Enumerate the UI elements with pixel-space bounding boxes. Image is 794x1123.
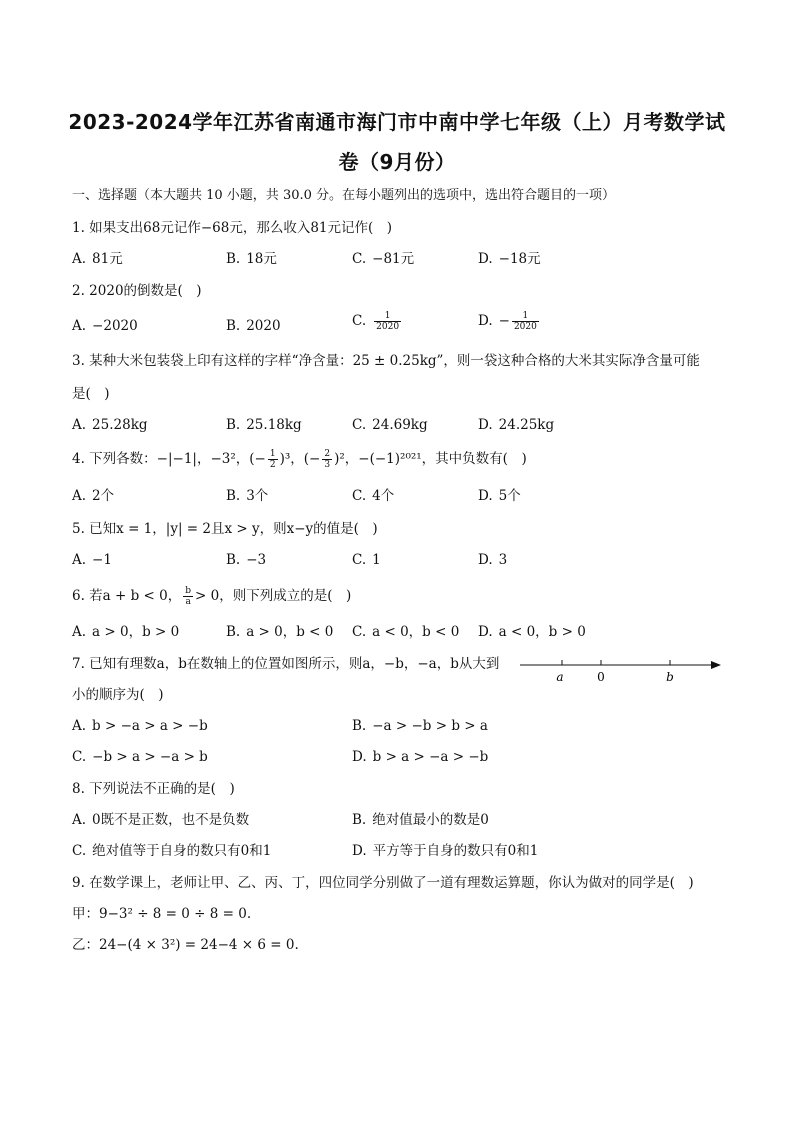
q1-option-b	[226, 250, 277, 268]
option-letter: D.	[478, 417, 493, 433]
q6-stem-part-2: > 0，则下列成立的是( )	[195, 588, 352, 604]
fraction-denominator: a	[185, 597, 191, 607]
title-line-2: 卷（9月份）	[338, 150, 456, 174]
question-1-stem: 1. 如果支出68元记作−68元，那么收入81元记作( )	[72, 220, 393, 236]
option-letter: C.	[352, 552, 367, 568]
q6-option-a	[72, 623, 179, 641]
option-text: a > 0，b < 0	[246, 624, 334, 640]
option-text: 3个	[246, 488, 269, 504]
fraction	[374, 311, 401, 332]
q5-option-c	[352, 551, 381, 569]
option-text: 0既不是正数，也不是负数	[92, 812, 250, 828]
q4-stem-part-3: )²，−(−1)²⁰²¹，其中负数有( )	[334, 451, 527, 467]
fraction-denominator: 2	[269, 460, 276, 470]
q2-option-b	[226, 317, 281, 335]
option-letter: A.	[72, 488, 87, 504]
option-text: 24.69kg	[372, 417, 428, 433]
option-text: b > −a > a > −b	[92, 718, 208, 734]
q4-stem-part-2: )³，(−	[279, 451, 321, 467]
fraction	[183, 586, 193, 607]
option-letter: D.	[352, 749, 367, 765]
option-letter: D.	[478, 251, 493, 267]
q4-option-d	[478, 487, 521, 505]
fraction-numerator: b	[185, 586, 192, 596]
q5-option-b	[226, 551, 266, 569]
option-letter: B.	[226, 417, 241, 433]
option-letter: A.	[72, 812, 87, 828]
option-letter: A.	[72, 718, 87, 734]
option-text: 81元	[92, 251, 123, 267]
question-6-stem	[72, 586, 351, 607]
option-text: 18元	[246, 251, 277, 267]
option-letter: A.	[72, 552, 87, 568]
label-b: b	[666, 670, 674, 684]
question-3-stem-line-2: 是( )	[72, 386, 110, 402]
option-text: 绝对值等于自身的数只有0和1	[92, 843, 272, 859]
option-text: 25.18kg	[246, 417, 302, 433]
option-text: −1	[92, 552, 112, 568]
q1-option-d	[478, 250, 541, 268]
option-letter: B.	[352, 812, 367, 828]
minus-sign: −	[498, 313, 510, 329]
fraction	[268, 449, 278, 470]
fraction-denominator: 3	[324, 460, 331, 470]
option-letter: B.	[352, 718, 367, 734]
option-letter: B.	[226, 488, 241, 504]
section-heading: 一、选择题（本大题共 10 小题，共 30.0 分。在每小题列出的选项中，选出符合题目的一项）	[72, 188, 616, 203]
label-a: a	[556, 670, 564, 684]
option-letter: B.	[226, 552, 241, 568]
q5-option-a	[72, 551, 112, 569]
q7-option-c	[72, 748, 208, 766]
fraction-denominator: 2020	[376, 322, 400, 332]
option-letter: C.	[352, 488, 367, 504]
q3-option-a	[72, 416, 148, 434]
question-5-stem: 5. 已知x = 1，|y| = 2且x > y，则x−y的值是( )	[72, 521, 378, 537]
option-text: 2020	[246, 318, 281, 334]
q9-line-jia: 甲：9−3² ÷ 8 = 0 ÷ 8 = 0.	[72, 906, 252, 922]
option-letter: B.	[226, 318, 241, 334]
q1-option-c	[352, 250, 414, 268]
option-letter: D.	[478, 624, 493, 640]
option-text: 绝对值最小的数是0	[372, 812, 489, 828]
option-letter: C.	[352, 624, 367, 640]
q8-option-d	[352, 842, 538, 860]
q5-option-d	[478, 551, 507, 569]
question-4-stem	[72, 449, 527, 470]
q2-option-d	[478, 311, 541, 332]
option-text: 25.28kg	[92, 417, 148, 433]
q7-option-d	[352, 748, 488, 766]
question-3-stem-line-1: 3. 某种大米包装袋上印有这样的字样“净含量：25 ± 0.25kg”，则一袋这种合格的大米其实际净含量可能	[72, 353, 700, 369]
q8-option-c	[72, 842, 271, 860]
q6-option-d	[478, 623, 586, 641]
option-letter: A.	[72, 417, 87, 433]
question-8-stem: 8. 下列说法不正确的是( )	[72, 781, 235, 797]
q2-option-c	[352, 311, 403, 332]
fraction-numerator: 1	[269, 449, 276, 459]
option-text: −2020	[92, 318, 138, 334]
option-letter: D.	[478, 552, 493, 568]
option-text: a > 0，b > 0	[92, 624, 180, 640]
option-letter: C.	[72, 843, 87, 859]
q1-option-a	[72, 250, 123, 268]
q8-option-b	[352, 811, 489, 829]
q7-option-b	[352, 717, 488, 735]
question-9-stem: 9. 在数学课上，老师让甲、乙、丙、丁，四位同学分别做了一道有理数运算题，你认为做对的同学是( )	[72, 875, 694, 891]
question-7-stem-line-1: 7. 已知有理数a，b在数轴上的位置如图所示，则a，−b，−a，b从大到	[72, 656, 500, 672]
option-text: −a > −b > b > a	[372, 718, 488, 734]
option-text: 4个	[372, 488, 395, 504]
q3-option-d	[478, 416, 554, 434]
question-7-stem-line-2: 小的顺序为( )	[72, 687, 164, 703]
fraction-numerator: 2	[324, 449, 331, 459]
option-letter: B.	[226, 251, 241, 267]
option-letter: D.	[478, 488, 493, 504]
option-text: 平方等于自身的数只有0和1	[372, 843, 539, 859]
option-letter: C.	[352, 417, 367, 433]
option-text: 3	[498, 552, 508, 568]
option-letter: A.	[72, 251, 87, 267]
option-text: −18元	[498, 251, 541, 267]
q4-option-c	[352, 487, 394, 505]
option-text: 1	[372, 552, 381, 568]
number-line-arrow-icon	[711, 661, 721, 669]
q3-option-b	[226, 416, 302, 434]
label-zero: 0	[597, 670, 605, 684]
q6-stem-part-1: 6. 若a + b < 0，	[72, 588, 182, 604]
q4-stem-part-1: 4. 下列各数：−|−1|，−3²，(−	[72, 451, 266, 467]
option-text: −3	[246, 552, 267, 568]
option-text: 2个	[92, 488, 115, 504]
q6-option-c	[352, 623, 459, 641]
fraction	[512, 311, 539, 332]
option-letter: A.	[72, 318, 87, 334]
option-text: −81元	[372, 251, 415, 267]
option-letter: B.	[226, 624, 241, 640]
fraction-denominator: 2020	[513, 322, 537, 332]
fraction-numerator: 1	[512, 311, 539, 322]
option-text: a < 0，b < 0	[372, 624, 460, 640]
q8-option-a	[72, 811, 249, 829]
q7-option-a	[72, 717, 208, 735]
option-text: a < 0，b > 0	[498, 624, 586, 640]
option-letter: D.	[478, 313, 493, 329]
q2-option-a	[72, 317, 138, 335]
fraction-numerator: 1	[374, 311, 401, 322]
option-text: 24.25kg	[498, 417, 555, 433]
q9-line-yi: 乙：24−(4 × 3²) = 24−4 × 6 = 0.	[72, 937, 299, 953]
option-letter: A.	[72, 624, 87, 640]
q4-option-a	[72, 487, 114, 505]
fraction	[322, 449, 332, 470]
number-line-figure	[518, 654, 728, 688]
option-text: −b > a > −a > b	[92, 749, 208, 765]
question-2-stem: 2. 2020的倒数是( )	[72, 283, 202, 299]
q3-option-c	[352, 416, 428, 434]
option-letter: C.	[72, 749, 87, 765]
title-line-1: 2023-2024学年江苏省南通市海门市中南中学七年级（上）月考数学试	[68, 110, 726, 134]
option-letter: C.	[352, 251, 367, 267]
option-letter: C.	[352, 313, 367, 329]
option-text: 5个	[498, 488, 521, 504]
q6-option-b	[226, 623, 333, 641]
option-letter: D.	[352, 843, 367, 859]
option-text: b > a > −a > −b	[372, 749, 489, 765]
q4-option-b	[226, 487, 268, 505]
